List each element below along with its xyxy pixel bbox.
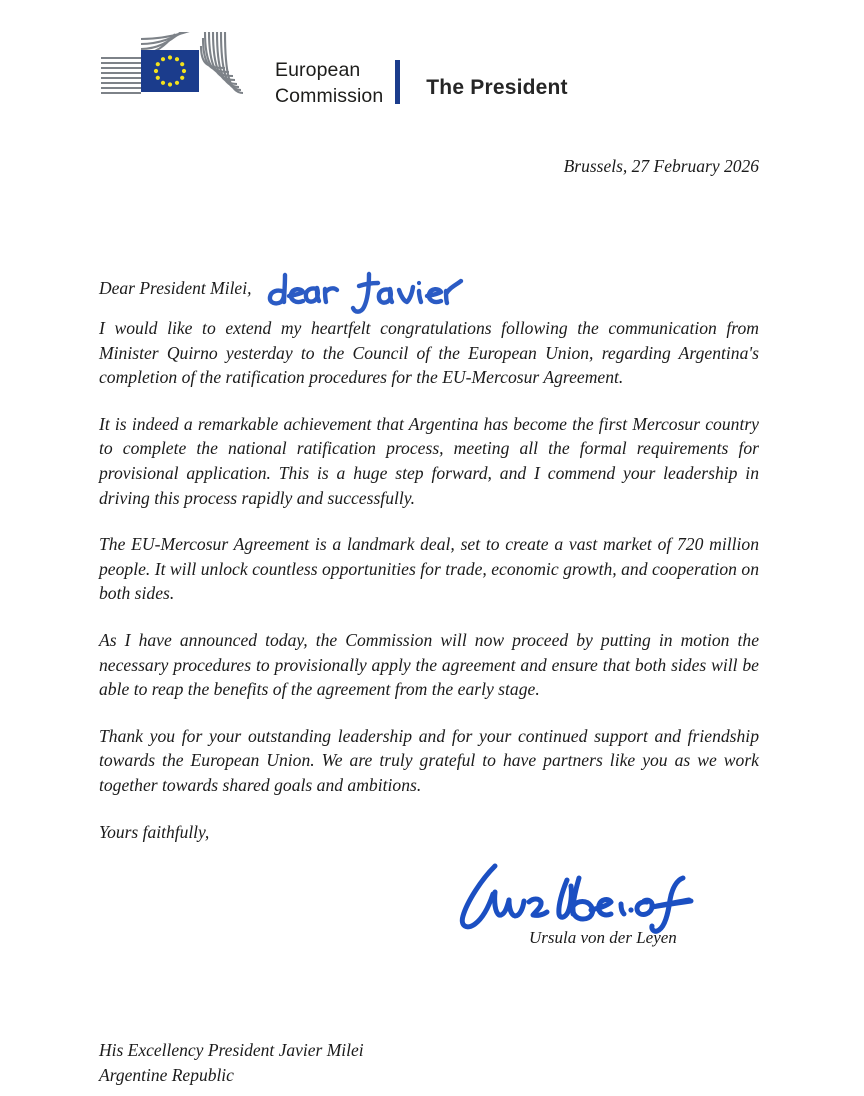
date-line: Brussels, 27 February 2026	[563, 156, 759, 176]
salutation: Dear President Milei,	[99, 278, 252, 298]
paragraph-4: As I have announced today, the Commission will now proceed by putting in motion the necessary procedures to provisionally apply the agreement and ensure that both sides will be able to reap the benefits of the agreement from the early stage.	[99, 629, 759, 700]
addressee-line-2: Argentine Republic	[99, 1065, 234, 1085]
closing-line: Yours faithfully,	[99, 821, 210, 842]
logo-wordmark-line1: European	[275, 59, 361, 81]
handwritten-signature	[451, 858, 711, 938]
handwritten-greeting-dear-javier	[265, 262, 465, 320]
logo-wordmark-line2: Commission	[275, 84, 384, 107]
signature-area	[99, 858, 759, 958]
european-commission-logo	[99, 32, 400, 118]
signature-name: Ursula von der Leyen	[529, 928, 677, 947]
letter-header	[0, 28, 864, 128]
addressee-line-1: His Excellency President Javier Milei	[99, 1040, 364, 1060]
paragraph-1: I would like to extend my heartfelt congratulations following the communication from Minister Quirno yesterday to the Council of the European Union, regarding Argentina's completion of the ratification procedures for the EU-Mercosur Agreement.	[99, 318, 759, 388]
paragraph-2: It is indeed a remarkable achievement that Argentina has become the first Mercosur country to complete the national ratification process, meeting all the formal requirements for provisional application. This is a huge step forward, and I commend your leadership in driving this process rapidly and successfully.	[99, 413, 759, 508]
eu-emblem-icon	[99, 32, 267, 118]
salutation-row	[99, 272, 759, 316]
office-title: The President	[426, 76, 568, 99]
paragraph-3: The EU-Mercosur Agreement is a landmark deal, set to create a vast market of 720 million people. It will unlock countless opportunities for trade, economic growth, and cooperation on both sides.	[99, 534, 759, 604]
addressee-block	[99, 1038, 364, 1088]
letter-body	[99, 272, 759, 843]
paragraph-5: Thank you for your outstanding leadership and for your continued support and friendship towards the European Union. We are truly grateful to have partners like you as we work together towards shared goals and ambitions.	[99, 725, 759, 795]
